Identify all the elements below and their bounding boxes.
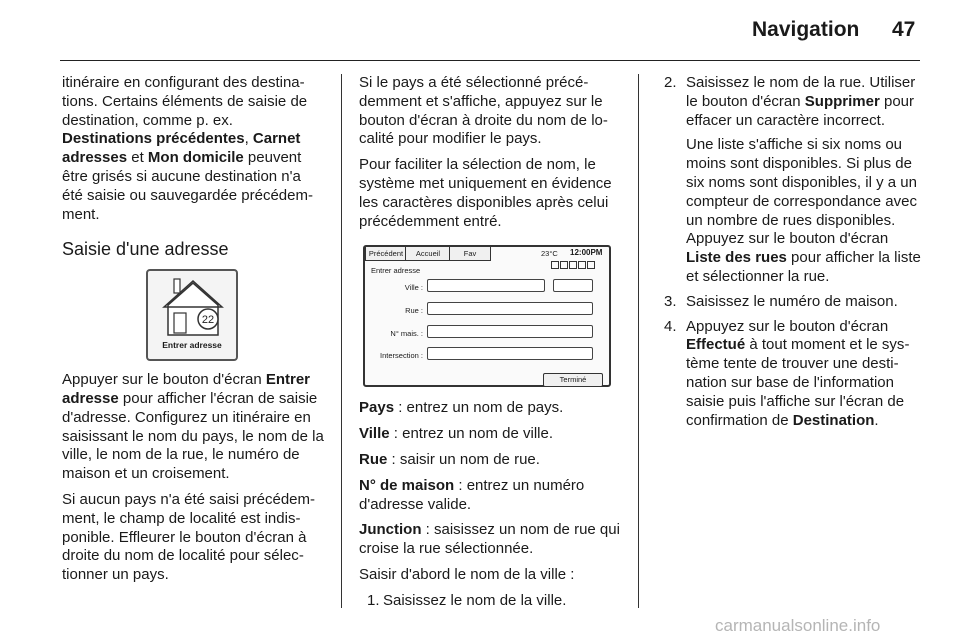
list-item bbox=[664, 293, 922, 312]
step-text: Saisissez le numéro de maison. bbox=[686, 292, 898, 310]
page-number: 47 bbox=[892, 18, 916, 41]
done-button: Terminé bbox=[543, 373, 603, 387]
list-item bbox=[359, 592, 624, 611]
house-icon bbox=[160, 275, 226, 341]
step-text: Saisissez le nom de la ville. bbox=[383, 591, 567, 609]
tab-fav: Fav bbox=[449, 247, 491, 261]
bold-term: Rue bbox=[359, 450, 388, 468]
text: pour effacer un caractère incorrect. bbox=[686, 92, 915, 129]
section-heading: Saisie d'une adresse bbox=[62, 239, 229, 260]
bold-term: Destinations précédentes bbox=[62, 130, 245, 148]
paragraph-no-country: Si aucun pays n'a été saisi précédemment, le champ de localité est indisponible. Effleurer le bouton d'écran à droite du nom de localité pour sélectionner un pays. bbox=[62, 490, 316, 584]
page-title: Navigation bbox=[752, 18, 860, 41]
bold-term: Junction bbox=[359, 521, 422, 539]
paragraph-name-selection: Pour faciliter la sélection de nom, le système met uniquement en évidence les caractères disponibles après celui précédemment entré. bbox=[359, 156, 612, 230]
city-label: Ville : bbox=[404, 283, 423, 293]
bold-term: Entrer adresse bbox=[62, 371, 311, 407]
step-number: 3. bbox=[664, 292, 677, 310]
text: : entrez un nom de pays. bbox=[394, 399, 564, 417]
intersection-label: Intersection : bbox=[380, 351, 423, 361]
definition-street bbox=[359, 451, 624, 470]
bold-term: Mon domicile bbox=[147, 149, 244, 167]
text: pour afficher l'écran de saisie d'adresse. Configurez un itinéraire en saisissant le nom du pays, le nom de la ville, le nom de la rue, le numéro de maison et un croisement. bbox=[62, 389, 324, 483]
back-icon bbox=[569, 261, 577, 269]
definition-country bbox=[359, 399, 624, 418]
intersection-field bbox=[427, 347, 593, 360]
text: peuvent être grisés si aucune destination n'a été saisie ou sauvegardée précédemment. bbox=[62, 149, 313, 223]
text: Saisissez le nom de la rue. Utiliser le bouton d'écran bbox=[686, 74, 916, 110]
tab-home: Accueil bbox=[405, 247, 451, 261]
definition-house-number bbox=[359, 477, 624, 515]
text: : entrez un nom de ville. bbox=[389, 425, 554, 443]
paragraph-intro bbox=[62, 74, 325, 224]
panel-title: Entrer adresse bbox=[371, 266, 421, 276]
space-icon bbox=[578, 261, 586, 269]
bold-term: Ville bbox=[359, 425, 390, 443]
bold-term: Liste des rues bbox=[686, 249, 787, 267]
column-2 bbox=[359, 74, 624, 617]
text: . bbox=[874, 411, 879, 429]
temperature: 23°C bbox=[541, 249, 558, 259]
definition-junction bbox=[359, 521, 624, 559]
column-1 bbox=[62, 74, 325, 592]
step-number: 1. bbox=[367, 591, 380, 609]
text: pour afficher la liste et sélectionner la rue. bbox=[686, 249, 921, 285]
address-entry-screenshot bbox=[363, 245, 611, 387]
column-3 bbox=[664, 74, 922, 436]
text: , bbox=[244, 130, 253, 148]
bold-term: Pays bbox=[359, 399, 395, 417]
bold-term: N° de maison bbox=[359, 476, 455, 494]
steps-intro: Saisir d'abord le nom de la ville : bbox=[359, 565, 575, 583]
tab-previous: Précédent bbox=[365, 247, 407, 261]
header-divider bbox=[60, 60, 920, 61]
icon-caption: Entrer adresse bbox=[162, 340, 222, 351]
list-item bbox=[664, 74, 922, 287]
watermark: carmanualsonline.info bbox=[715, 616, 881, 635]
text: : saisissez un nom de rue qui croise la rue sélectionnée. bbox=[359, 521, 620, 558]
clock: 12:00PM bbox=[570, 248, 603, 258]
paragraph-country-selected: Si le pays a été sélectionné précédemment et s'affiche, appuyez sur le bouton d'écran à droite du nom de localité pour modifier le pays. bbox=[359, 74, 608, 148]
text: Appuyer sur le bouton d'écran bbox=[62, 371, 266, 389]
keyboard-icon bbox=[551, 261, 559, 269]
street-field bbox=[427, 302, 593, 315]
text: à tout moment et le système tente de trouver une destination sur base de l'information saisie puis l'affiche sur l'écran de confirmation de bbox=[686, 336, 910, 429]
text: : saisir un nom de rue. bbox=[387, 450, 540, 468]
text: Une liste s'affiche si six noms ou moins sont disponibles. Si plus de six noms sont disponibles, il y a un compteur de correspondance avec un nombre de rues disponibles. Appuyez sur le bouton d'écran bbox=[686, 136, 917, 248]
column-divider-1 bbox=[341, 74, 342, 608]
text: Appuyez sur le bouton d'écran bbox=[686, 317, 889, 335]
text: et bbox=[127, 149, 148, 167]
bold-term: Carnet adresses bbox=[62, 130, 301, 167]
text: itinéraire en configurant des destinations. Certains éléments de saisie de destination, comme p. ex. bbox=[62, 74, 308, 129]
column-divider-2 bbox=[638, 74, 639, 608]
paragraph-enter-address bbox=[62, 371, 325, 484]
step-number: 4. bbox=[664, 317, 677, 335]
steps-list bbox=[359, 592, 624, 611]
enter-address-icon bbox=[146, 269, 238, 361]
keyboard-icons bbox=[551, 261, 607, 271]
city-field bbox=[427, 279, 545, 292]
step-number: 2. bbox=[664, 74, 677, 91]
svg-text:22: 22 bbox=[201, 314, 215, 327]
text: : entrez un numéro d'adresse valide. bbox=[359, 476, 585, 513]
bold-term: Destination bbox=[792, 411, 875, 429]
definition-city bbox=[359, 425, 624, 444]
steps-list-continued bbox=[664, 74, 922, 430]
house-number-label: N° mais. : bbox=[390, 329, 423, 339]
step-sub-paragraph bbox=[686, 136, 922, 286]
house-number-field bbox=[427, 325, 593, 338]
bold-term: Effectué bbox=[686, 336, 746, 354]
street-label: Rue : bbox=[405, 306, 423, 316]
list-icon bbox=[587, 261, 595, 269]
country-button bbox=[553, 279, 593, 292]
delete-icon bbox=[560, 261, 568, 269]
bold-term: Supprimer bbox=[804, 92, 880, 110]
list-item bbox=[664, 318, 922, 431]
